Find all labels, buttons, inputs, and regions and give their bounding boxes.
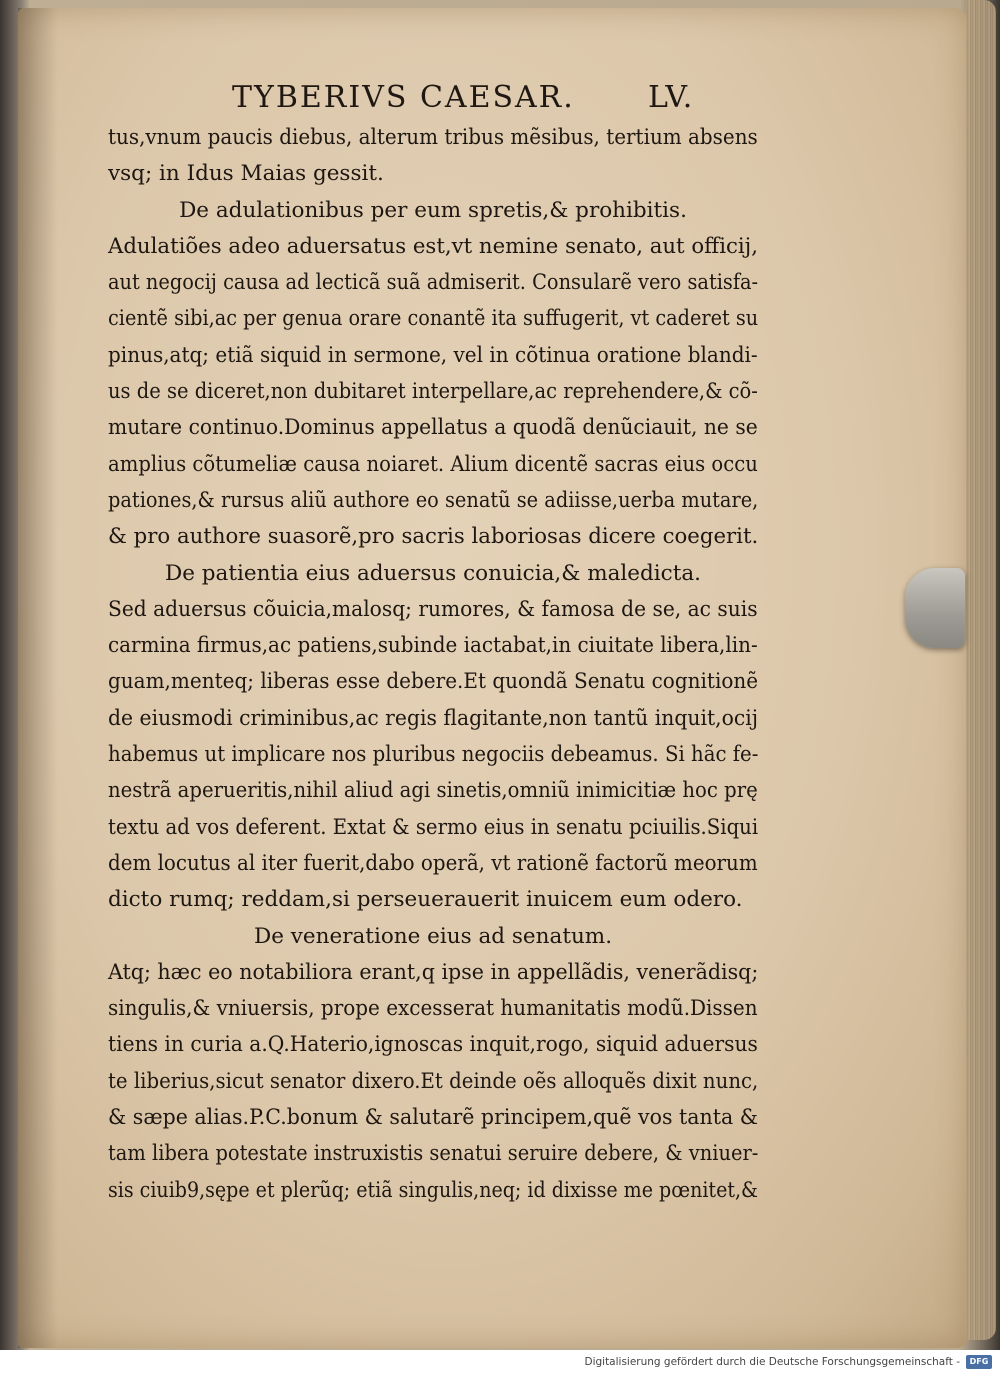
text-line: pationes,& rursus aliũ authore eo senatũ se adiisse,uerba mutare, — [108, 487, 759, 513]
page-header — [0, 80, 1000, 120]
text-line: pinus,atq; etiã siquid in sermone, vel in cõtinua oratione blandi- — [108, 342, 758, 368]
page-edges — [966, 0, 996, 1340]
text-line: cientẽ sibi,ac per genua orare conantẽ ita suffugerit, vt caderet su — [108, 306, 759, 332]
text-line: habemus ut implicare nos pluribus negociis debeamus. Si hãc fe- — [108, 742, 759, 768]
footer-credit: Digitalisierung gefördert durch die Deutsche Forschungsgemeinschaft - — [584, 1356, 960, 1368]
text-line: us de se diceret,non dubitaret interpellare,ac reprehendere,& cõ- — [108, 379, 758, 405]
page-clip — [905, 568, 965, 648]
text-line: Atq; hæc eo notabiliora erant,q ipse in appellãdis, venerãdisq; — [108, 959, 759, 985]
text-line: carmina firmus,ac patiens,subinde iactabat,in ciuitate libera,lin- — [108, 633, 758, 659]
text-line: mutare continuo.Dominus appellatus a quodã denũciauit, ne se — [108, 415, 758, 441]
text-line: tiens in curia a.Q.Haterio,ignoscas inquit,rogo, siquid aduersus — [108, 1032, 758, 1058]
text-line: vsq; in Idus Maias gessit. — [108, 161, 384, 187]
text-line: te liberius,sicut senator dixero.Et deinde oẽs alloquẽs dixit nunc, — [108, 1068, 759, 1094]
text-line: & sæpe alias.P.C.bonum & salutarẽ principem,quẽ vos tanta & — [108, 1105, 758, 1131]
gutter-shadow — [18, 8, 58, 1348]
section-heading: De veneratione eius ad senatum. — [253, 923, 613, 949]
text-line: dem locutus al iter fuerit,dabo operã, vt rationẽ factorũ meorum — [108, 850, 758, 876]
text-line: guam,menteq; liberas esse debere.Et quondã Senatu cognitionẽ — [108, 669, 759, 695]
text-line: tam libera potestate instruxistis senatui seruire debere, & vniuer- — [108, 1141, 759, 1167]
text-line: de eiusmodi criminibus,ac regis flagitante,non tantũ inquit,ocij — [108, 705, 759, 731]
footer-strip — [0, 1350, 1000, 1377]
text-line: sis ciuib9,sępe et plerũq; etiã singulis,neq; id dixisse me pœnitet,& — [108, 1177, 758, 1203]
running-head: TYBERIVS CAESAR. — [232, 80, 575, 115]
text-line: aut negocij causa ad lecticã suã admiserit. Consularẽ vero satisfa- — [108, 270, 759, 296]
text-line: Sed aduersus cõuicia,malosq; rumores, & famosa de se, ac suis — [108, 596, 758, 622]
text-line: textu ad vos deferent. Extat & sermo eius in senatu pciuilis.Siqui — [108, 814, 759, 840]
text-line: Adulatiões adeo aduersatus est,vt nemine senato, aut officij, — [108, 233, 759, 259]
text-line: singulis,& vniuersis, prope excesserat humanitatis modũ.Dissen — [108, 996, 758, 1022]
folio-number: LV. — [648, 80, 694, 115]
text-block — [108, 120, 758, 1209]
dfg-logo-icon: DFG — [966, 1355, 992, 1369]
section-heading: De adulationibus per eum spretis,& prohibitis. — [179, 197, 687, 223]
text-line: & pro authore suasorẽ,pro sacris laboriosas dicere coegerit. — [108, 524, 759, 550]
text-line: tus,vnum paucis diebus, alterum tribus mẽsibus, tertium absens — [108, 125, 758, 150]
section-heading: De patientia eius aduersus conuicia,& maledicta. — [165, 560, 701, 586]
text-line: amplius cõtumeliæ causa noiaret. Alium dicentẽ sacras eius occu — [108, 451, 758, 477]
text-line: dicto rumq; reddam,si perseuerauerit inuicem eum odero. — [108, 887, 743, 913]
text-line: nestrã aperueritis,nihil aliud agi sinetis,omniũ inimicitiæ hoc prę — [108, 778, 758, 804]
